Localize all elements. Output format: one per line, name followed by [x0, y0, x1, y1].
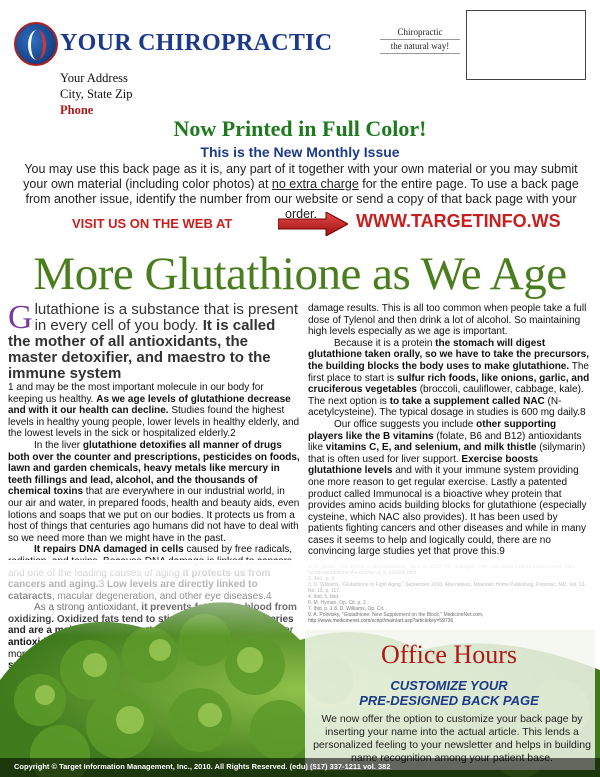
office-hours-panel	[305, 640, 593, 770]
customize-heading-2: PRE-DESIGNED BACK PAGE	[359, 693, 539, 708]
paragraph-1	[8, 382, 300, 440]
lead-text: lutathione is a substance that is present in every cell of you body.	[34, 301, 299, 334]
address-line: Your Address	[60, 71, 128, 85]
chiropractic-logo	[14, 22, 58, 66]
phone-label: Phone	[60, 103, 94, 117]
website-link[interactable]: WWW.TARGETINFO.WS	[356, 211, 561, 231]
r3-text-a: Our office suggests you include	[334, 418, 477, 430]
r2-text-b: The first place to start is	[308, 360, 589, 384]
p1-text-a: 1 and may be the most important molecule in our body for keeping us healthy.	[8, 382, 264, 405]
right-paragraph-1: damage results. This is all too common when people take a full dose of Tylenol and then drink a lot of alcohol. So maintaining high levels especially as we age is important.	[308, 303, 587, 338]
r3-text-b: (folate, B6 and B12) antioxidants like	[308, 430, 582, 454]
office-hours-title: Office Hours	[381, 640, 517, 669]
r3-bold-a: other supporting players like the B vitamins	[308, 418, 557, 442]
p2-text-b: that are everywhere in our industrial world, in our air and water, in prepared foods, health and beauty aids, even lotions and soaps that we put on our bodies. It protects us from a host of things that centuries ago humans did not have to deal with so we need more than we might have in the past.	[8, 486, 300, 544]
p3-bold-a: It repairs DNA damaged in cells	[34, 544, 184, 556]
r2-bold-c: to take a supplement called NAC	[389, 395, 545, 407]
arrow-right-icon	[278, 212, 348, 236]
banner-subhead: This is the New Monthly Issue	[200, 144, 400, 160]
r2-bold-b: sulfur rich foods, like onions, garlic, and cruciferous vegetables	[308, 372, 590, 396]
right-paragraph-3	[308, 419, 592, 558]
article-lead	[8, 299, 300, 382]
caduceus-icon	[28, 30, 46, 60]
p1-bold: As we age levels of glutathione decrease and with it our health can decline.	[8, 393, 291, 417]
banner-headline: Now Printed in Full Color!	[173, 116, 427, 141]
practice-address-block	[60, 70, 132, 118]
practice-name: YOUR CHIROPRACTIC	[60, 30, 333, 56]
customize-body: We now offer the option to customize your back page by inserting your name into the actual article. This lends a personalized feeling to your newsletter and helps in building	[313, 713, 591, 751]
p2-text-a: In the liver	[34, 439, 83, 451]
p2-bold: glutathione detoxifies all manner of drugs both over the counter and prescriptions, pesticides on foods, lawn and garden chemicals, heavy metals like mercury in teeth fillings and lead, alcohol, and the thousands of chemical toxins	[8, 439, 300, 498]
intro-text-2: for the entire page. To use a back page from another issue, identify the number from our website or send a copy of that back page with your order.	[25, 177, 579, 221]
tagline-line-2: the natural way!	[380, 40, 460, 54]
r2-bold-a: the stomach will digest glutathione taken orally, so we have to take the precursors, the building blocks the body uses to make glutathione.	[308, 337, 590, 372]
intro-text-1: You may use this back page as it is, any part of it together with your own material or you may submit your own material (including color photos) at	[23, 162, 578, 191]
r2-text-d: (N-acetylcysteine). The typical dosage in studies is 600 mg daily.8	[308, 395, 586, 419]
paragraph-2	[8, 440, 300, 544]
right-paragraph-2	[308, 338, 592, 419]
tagline-line-1: Chiropractic	[380, 26, 460, 40]
tagline	[380, 26, 460, 54]
city-state-zip: City, State Zip	[60, 87, 133, 101]
r2-text-a: Because it is a protein	[334, 337, 436, 349]
r3-text-d: and with it your immune system providing one more reason to get regular exercise. Lastly a patented product called Immunocal is a bioactive whey protein that provides amino acids building blocks for glutathione (especially cysteine, which NAC also provides). It has been used by patients fighting cancers and other diseases and while in many cases it seems to help and logically could, there are no convincing large studies yet that prove this.9	[308, 465, 587, 558]
r2-text-c: (broccoli, cauliflower, cabbage, kale). The next option is	[308, 384, 584, 407]
lead-bold: It is called the mother of all antioxidants, the master detoxifier, and maestro to the immune system	[8, 317, 276, 382]
intro-underlined: no extra charge	[271, 177, 359, 191]
copyright-text: Copyright © Target Information Management, Inc., 2010. All Rights Reserved. (edu) (517) 337-1211 vol. 382	[14, 762, 391, 771]
article-title: More Glutathione as We Age	[33, 248, 567, 300]
web-label: VISIT US ON THE WEB AT	[72, 216, 233, 231]
postage-box	[466, 10, 586, 80]
r3-text-c: (silymarin) that is often used for liver support.	[308, 442, 586, 465]
r3-bold-c: Exercise boosts glutathione levels	[308, 453, 539, 477]
p3-text-a: caused by free radicals,	[186, 544, 293, 556]
drop-cap: G	[8, 299, 33, 336]
customize-heading-1: CUSTOMIZE YOUR	[390, 678, 508, 693]
r3-bold-b: vitamins C, E, and selenium, and milk thistle	[325, 442, 537, 454]
footer-bar	[0, 758, 600, 777]
p1-text-b: Studies found the highest levels in healthy young people, lower levels in healthy elderly, and the lowest levels in the sick or hospitalized elderly.2	[8, 405, 300, 440]
